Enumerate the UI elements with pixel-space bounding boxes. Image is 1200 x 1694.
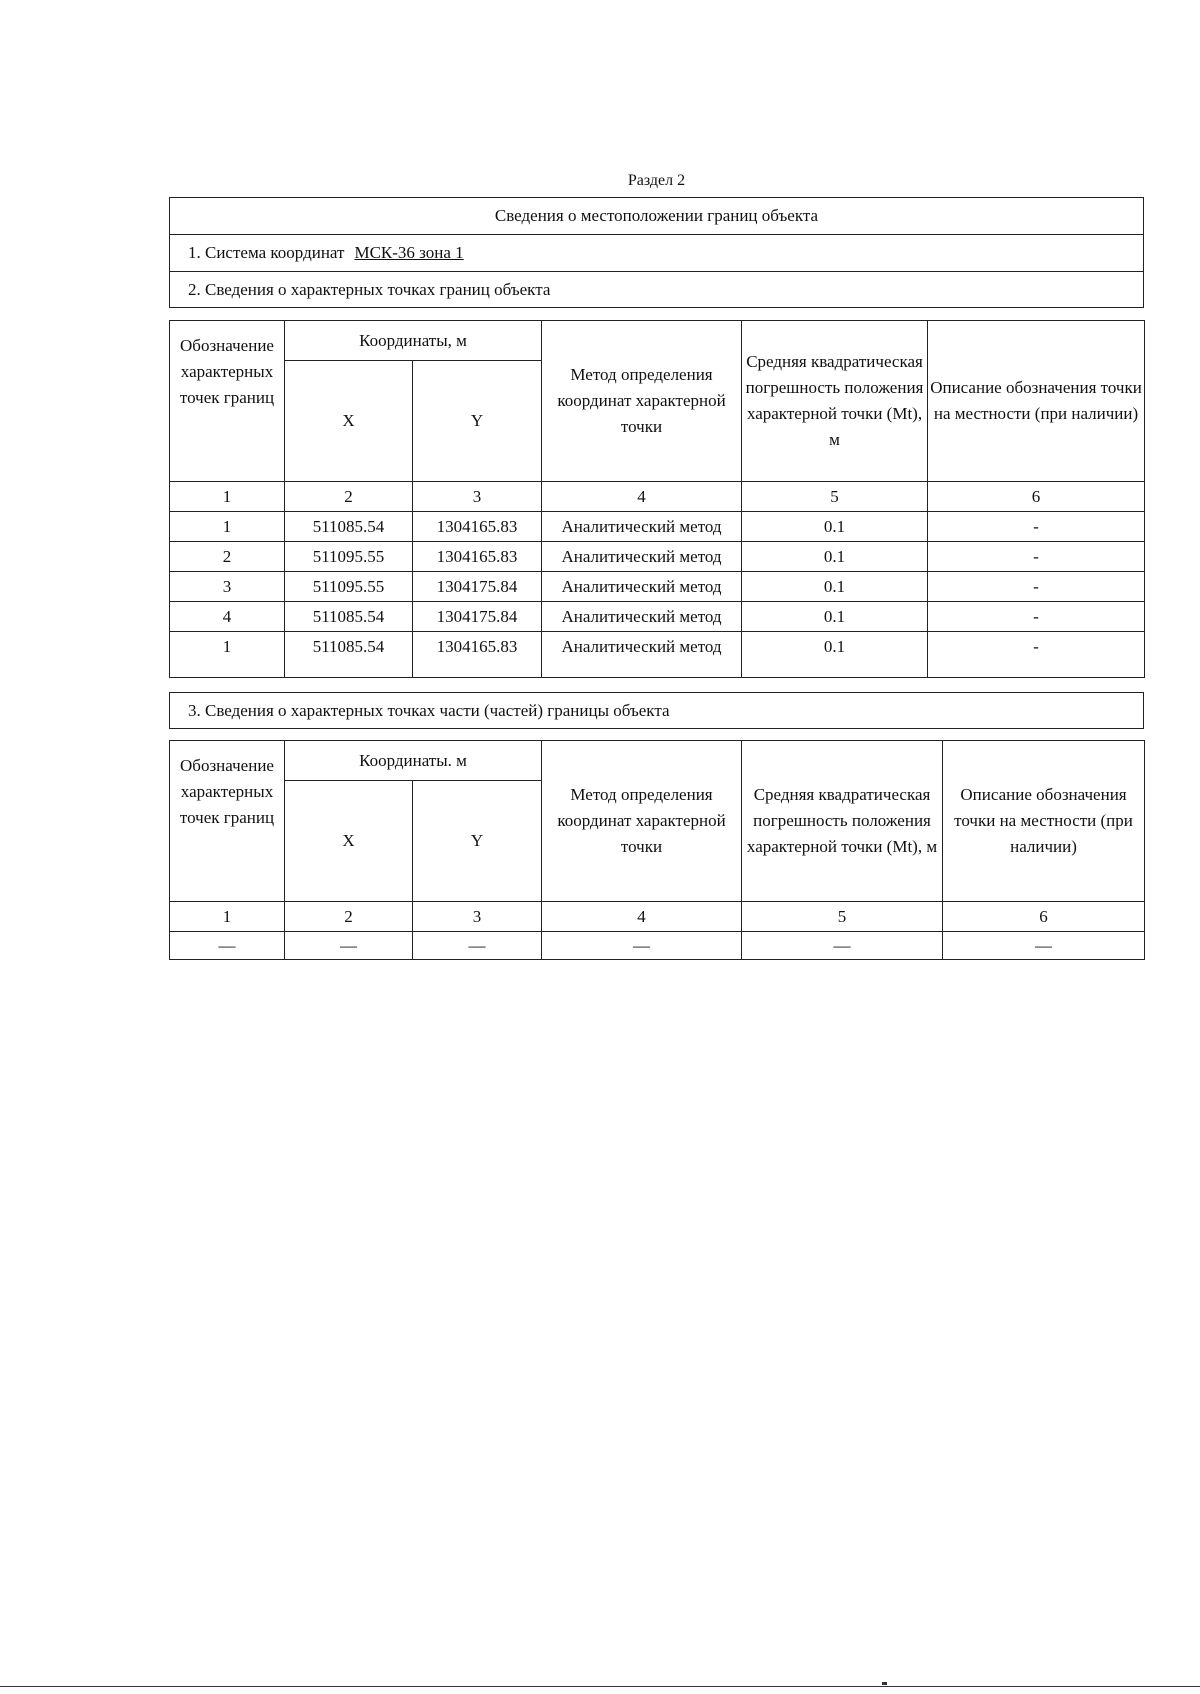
header-coordinates: Координаты, м <box>285 321 542 361</box>
description: - <box>928 512 1145 542</box>
description: - <box>928 542 1145 572</box>
boundary-points-table <box>169 320 1145 678</box>
coord-system-value: МСК-36 зона 1 <box>354 243 464 262</box>
column-number-row <box>170 482 1145 512</box>
point-number: 2 <box>170 542 285 572</box>
coord-x: 511085.54 <box>285 512 413 542</box>
coord-x: 511095.55 <box>285 542 413 572</box>
method: Аналитический метод <box>542 542 742 572</box>
coord-y: 1304165.83 <box>413 512 542 542</box>
point-number: 1 <box>170 632 285 678</box>
point-number: 1 <box>170 512 285 542</box>
header-description: Описание обозначения точки на местности (при наличии) <box>943 741 1145 902</box>
error: 0.1 <box>742 602 928 632</box>
header-y: Y <box>413 361 542 482</box>
column-number: 5 <box>742 902 943 932</box>
coord-y: 1304165.83 <box>413 542 542 572</box>
page-bottom-rule <box>0 1686 1200 1687</box>
table-row <box>170 512 1145 542</box>
header-error: Средняя квадратическая погрешность положения характерной точки (Mt), м <box>742 741 943 902</box>
header-error: Средняя квадратическая погрешность положения характерной точки (Mt), м <box>742 321 928 482</box>
column-number: 6 <box>943 902 1145 932</box>
coord-y: — <box>413 932 542 960</box>
coord-y: 1304175.84 <box>413 572 542 602</box>
header-method: Метод определения координат характерной точки <box>542 741 742 902</box>
coord-x: — <box>285 932 413 960</box>
method: Аналитический метод <box>542 602 742 632</box>
method: — <box>542 932 742 960</box>
method: Аналитический метод <box>542 572 742 602</box>
column-number: 1 <box>170 482 285 512</box>
coord-x: 511085.54 <box>285 602 413 632</box>
object-boundaries-block <box>169 197 1144 308</box>
points-heading: 2. Сведения о характерных точках границ объекта <box>188 280 551 299</box>
column-number: 6 <box>928 482 1145 512</box>
header-x: X <box>285 781 413 902</box>
part-points-heading: 3. Сведения о характерных точках части (частей) границы объекта <box>169 692 1144 729</box>
error: — <box>742 932 943 960</box>
coord-y: 1304175.84 <box>413 602 542 632</box>
method: Аналитический метод <box>542 632 742 678</box>
error: 0.1 <box>742 632 928 678</box>
point-number: 4 <box>170 602 285 632</box>
table-row <box>170 602 1145 632</box>
description: - <box>928 602 1145 632</box>
header-method: Метод определения координат характерной точки <box>542 321 742 482</box>
error: 0.1 <box>742 572 928 602</box>
column-number: 5 <box>742 482 928 512</box>
coord-x: 511095.55 <box>285 572 413 602</box>
description: - <box>928 632 1145 678</box>
table-row <box>170 632 1145 678</box>
column-number: 2 <box>285 482 413 512</box>
column-number: 3 <box>413 482 542 512</box>
coord-y: 1304165.83 <box>413 632 542 678</box>
column-number: 2 <box>285 902 413 932</box>
header-description: Описание обозначения точки на местности (при наличии) <box>928 321 1145 482</box>
column-number-row <box>170 902 1145 932</box>
column-number: 3 <box>413 902 542 932</box>
coord-x: 511085.54 <box>285 632 413 678</box>
description: - <box>928 572 1145 602</box>
column-number: 1 <box>170 902 285 932</box>
coord-system-row <box>170 235 1143 272</box>
coord-system-label: 1. Система координат <box>188 243 345 262</box>
table-row <box>170 932 1145 960</box>
table-row <box>170 572 1145 602</box>
column-number: 4 <box>542 902 742 932</box>
header-coordinates: Координаты. м <box>285 741 542 781</box>
description: — <box>943 932 1145 960</box>
table-row <box>170 542 1145 572</box>
header-x: X <box>285 361 413 482</box>
header-designation: Обозначение характерных точек границ <box>170 321 285 482</box>
point-number: 3 <box>170 572 285 602</box>
column-number: 4 <box>542 482 742 512</box>
block-heading: Сведения о местоположении границ объекта <box>170 198 1143 235</box>
scan-mark <box>882 1682 887 1685</box>
header-designation: Обозначение характерных точек границ <box>170 741 285 902</box>
header-y: Y <box>413 781 542 902</box>
section-title: Раздел 2 <box>627 172 686 189</box>
point-number: — <box>170 932 285 960</box>
part-points-table <box>169 740 1145 960</box>
error: 0.1 <box>742 542 928 572</box>
error: 0.1 <box>742 512 928 542</box>
method: Аналитический метод <box>542 512 742 542</box>
